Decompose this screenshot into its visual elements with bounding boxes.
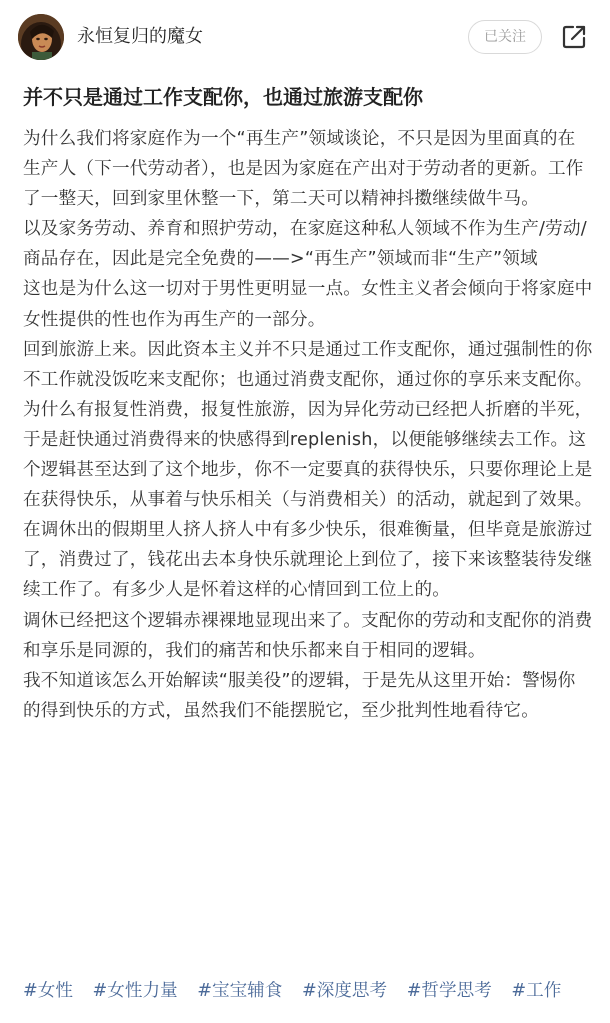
post-title: 并不只是通过工作支配你，也通过旅游支配你: [23, 85, 423, 109]
hashtag[interactable]: #女性力量: [92, 981, 178, 1001]
avatar-portrait-icon: [18, 14, 64, 60]
author-name[interactable]: 永恒复归的魔女: [77, 26, 203, 47]
follow-button[interactable]: 已关注: [468, 20, 542, 54]
share-icon[interactable]: [561, 24, 587, 50]
hashtag[interactable]: #深度思考: [301, 981, 388, 1001]
post-paragraph: 这也是为什么这一切对于男性更明显一点。女性主义者会倾向于将家庭中女性提供的性也作为再生产的一部分。: [23, 279, 593, 330]
hashtag[interactable]: #女性: [23, 981, 73, 1001]
post-paragraph: 为什么我们将家庭作为一个“再生产”领域谈论，不只是因为里面真的在生产人（下一代劳动者），也是因为家庭在产出对于劳动者的更新。工作了一整天，回到家里休整一下，第二天可以精神抖擞继续做牛马。: [23, 129, 584, 210]
hashtag[interactable]: #宝宝辅食: [197, 981, 283, 1001]
post-paragraph: 回到旅游上来。因此资本主义并不只是通过工作支配你，通过强制性的你不工作就没饭吃来支配你；也通过消费支配你，通过你的享乐来支配你。为什么有报复性消费，报复性旅游，因为异化劳动已经把人折磨的半死，于是赶快通过消费得来的快感得到replenish，以便能够继续去工作。这个逻辑甚至达到了这个地步，你不一定要真的获得快乐，只要你理论上是在获得快乐，从事着与快乐相关（与消费相关）的活动，就起到了效果。在调休出的假期里人挤人挤人中有多少快乐，很难衡量，但毕竟是旅游过了，消费过了，钱花出去本身快乐就理论上到位了，接下来该整装待发继续工作了。有多少人是怀着这样的心情回到工位上的。: [23, 339, 593, 601]
hashtag[interactable]: #工作: [511, 981, 562, 1001]
post-header: [0, 0, 610, 76]
hashtag[interactable]: #哲学思考: [406, 981, 492, 1001]
author-avatar[interactable]: [18, 14, 64, 60]
tag-list: [23, 976, 603, 1006]
share-arrow-icon: [561, 24, 587, 50]
post-body: [23, 124, 593, 726]
post-paragraph: 调休已经把这个逻辑赤裸裸地显现出来了。支配你的劳动和支配你的消费和享乐是同源的，我们的痛苦和快乐都来自于相同的逻辑。: [23, 610, 593, 661]
post-paragraph: 我不知道该怎么开始解读“服美役”的逻辑，于是先从这里开始：警惕你的得到快乐的方式，虽然我们不能摆脱它，至少批判性地看待它。: [23, 670, 576, 721]
post-paragraph: 以及家务劳动、养育和照护劳动，在家庭这种私人领域不作为生产/劳动/商品存在，因此是完全免费的——>“再生产”领域而非“生产”领域: [23, 219, 587, 270]
